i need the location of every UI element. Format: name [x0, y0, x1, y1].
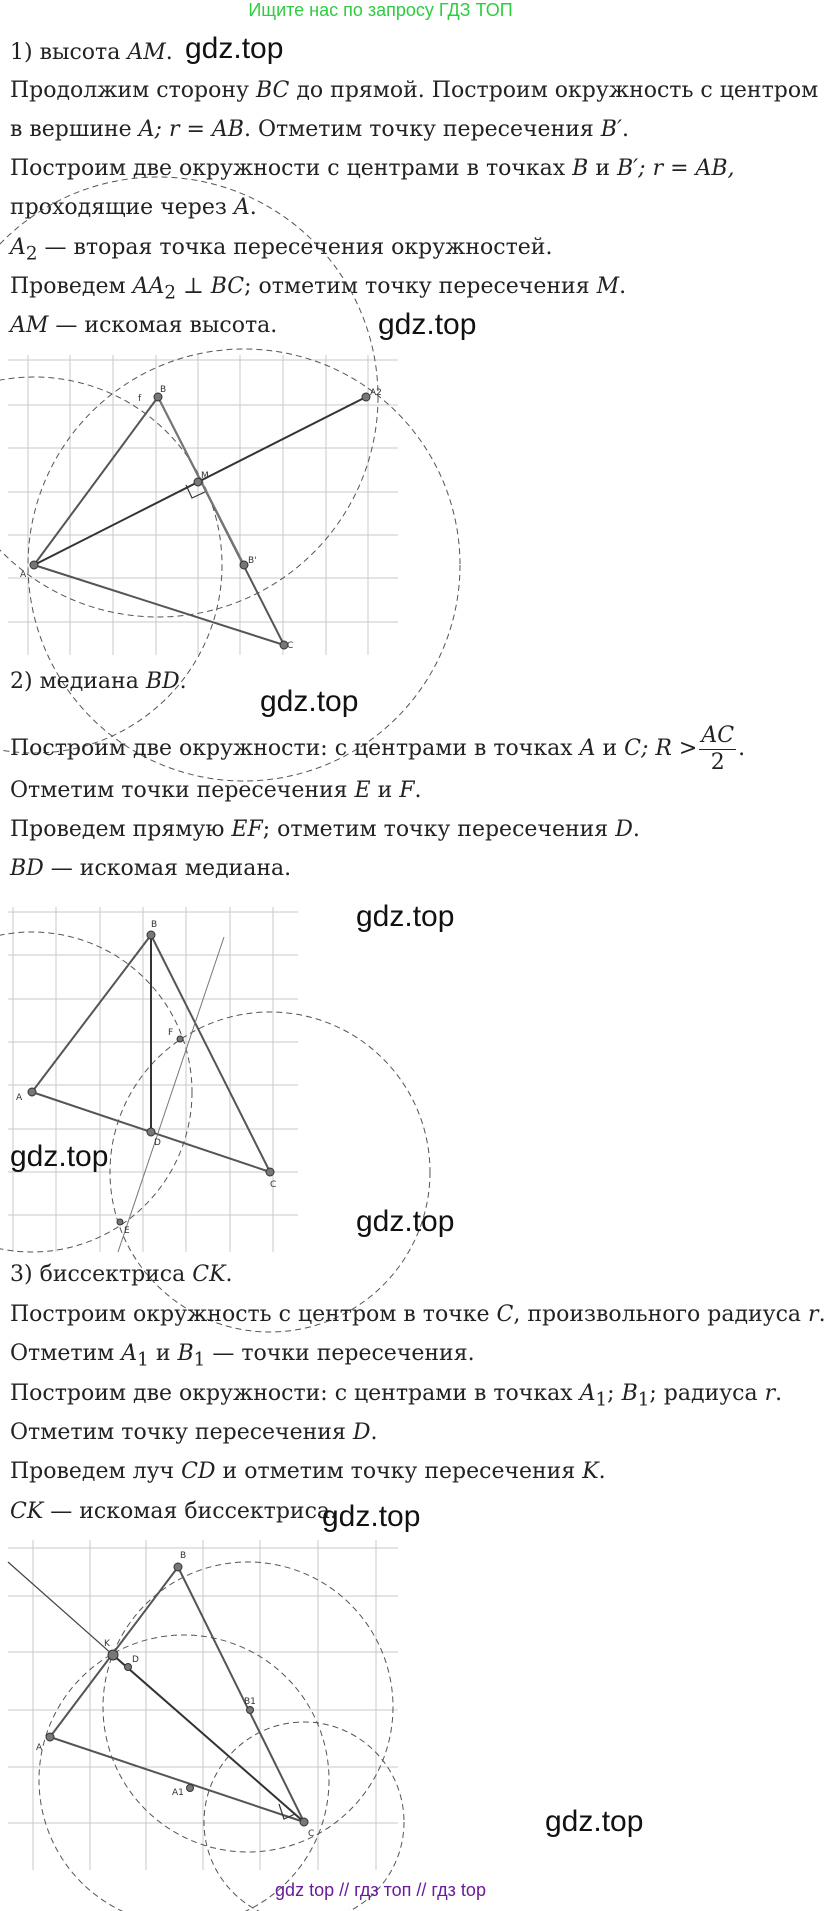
label-A2: A2 — [370, 388, 382, 398]
top-banner[interactable]: Ищите нас по запросу ГДЗ ТОП — [248, 0, 513, 20]
watermark: gdz.top — [322, 1500, 421, 1533]
footer-links[interactable]: gdz top // гдз топ // гдз top — [275, 1880, 486, 1900]
label-E: E — [124, 1226, 130, 1236]
label-A: A — [20, 570, 27, 580]
label-f: f — [138, 394, 142, 404]
section1-heading: 1) высота AM. — [10, 40, 173, 65]
watermark: gdz.top — [545, 1805, 644, 1838]
label-C: C — [287, 641, 294, 651]
section2-line1: Построим две окружности: с центрами в точках A и C; R > $\frac{AC}{2}$ . — [10, 722, 746, 775]
section2-line2: Отметим точки пересечения E и F. — [10, 778, 422, 803]
section1-line4: проходящие через A. — [10, 195, 257, 220]
section3-line5: Проведем луч CD и отметим точку пересечения K. — [10, 1459, 606, 1484]
section1-line3: Построим две окружности с центрами в точках B и B′; r = AB, — [10, 156, 735, 181]
section1-line5: $A_2$ — вторая точка пересечения окружностей. — [10, 235, 553, 265]
figure-bisector — [8, 1540, 398, 1870]
section1-line7: AM — искомая высота. — [10, 313, 278, 338]
label-C: C — [308, 1829, 315, 1839]
label-C: C — [270, 1180, 277, 1190]
section1-line2: в вершине A; r = AB. Отметим точку пересечения B′. — [10, 117, 629, 142]
label-A: A — [16, 1093, 23, 1103]
watermark: gdz.top — [185, 32, 284, 65]
label-B1: B1 — [244, 1697, 256, 1707]
section1-line6: Проведем $AA_2$ ⊥ BC; отметим точку пересечения M. — [10, 274, 627, 304]
section3-line3: Построим две окружности: с центрами в точках $A_1$; $B_1$; радиуса r. — [10, 1381, 783, 1411]
label-B: B — [160, 385, 167, 395]
label-D: D — [132, 1655, 139, 1665]
section1-line1: Продолжим сторону BC до прямой. Построим окружность с центром — [10, 78, 819, 103]
section2-line3: Проведем прямую EF; отметим точку пересечения D. — [10, 817, 640, 842]
watermark: gdz.top — [260, 685, 359, 718]
section3-line4: Отметим точку пересечения D. — [10, 1420, 378, 1445]
label-B: B — [180, 1551, 187, 1561]
watermark: gdz.top — [356, 900, 455, 933]
label-M: M — [201, 471, 209, 481]
section2-line4: BD — искомая медиана. — [10, 856, 292, 881]
section2-heading: 2) медиана BD. — [10, 669, 187, 694]
label-D: D — [154, 1138, 161, 1148]
figure-altitude — [8, 355, 398, 655]
watermark: gdz.top — [10, 1140, 109, 1173]
label-B: B — [151, 920, 158, 930]
section3-heading: 3) биссектриса CK. — [10, 1262, 233, 1287]
label-A: A — [36, 1743, 43, 1753]
watermark: gdz.top — [356, 1205, 455, 1238]
label-F: F — [168, 1028, 174, 1038]
section3-line1: Построим окружность с центром в точке C, произвольного радиуса r. — [10, 1302, 826, 1327]
fraction-ac-over-2: $\frac{AC}{2}$ — [701, 722, 735, 775]
watermark: gdz.top — [378, 308, 477, 341]
label-Bprime: B' — [248, 556, 257, 566]
label-A1: A1 — [172, 1788, 184, 1798]
label-K: K — [104, 1639, 110, 1649]
section3-line6: CK — искомая биссектриса. — [10, 1499, 338, 1524]
section3-line2: Отметим $A_1$ и $B_1$ — точки пересечения. — [10, 1341, 475, 1371]
figure-median — [8, 907, 298, 1252]
